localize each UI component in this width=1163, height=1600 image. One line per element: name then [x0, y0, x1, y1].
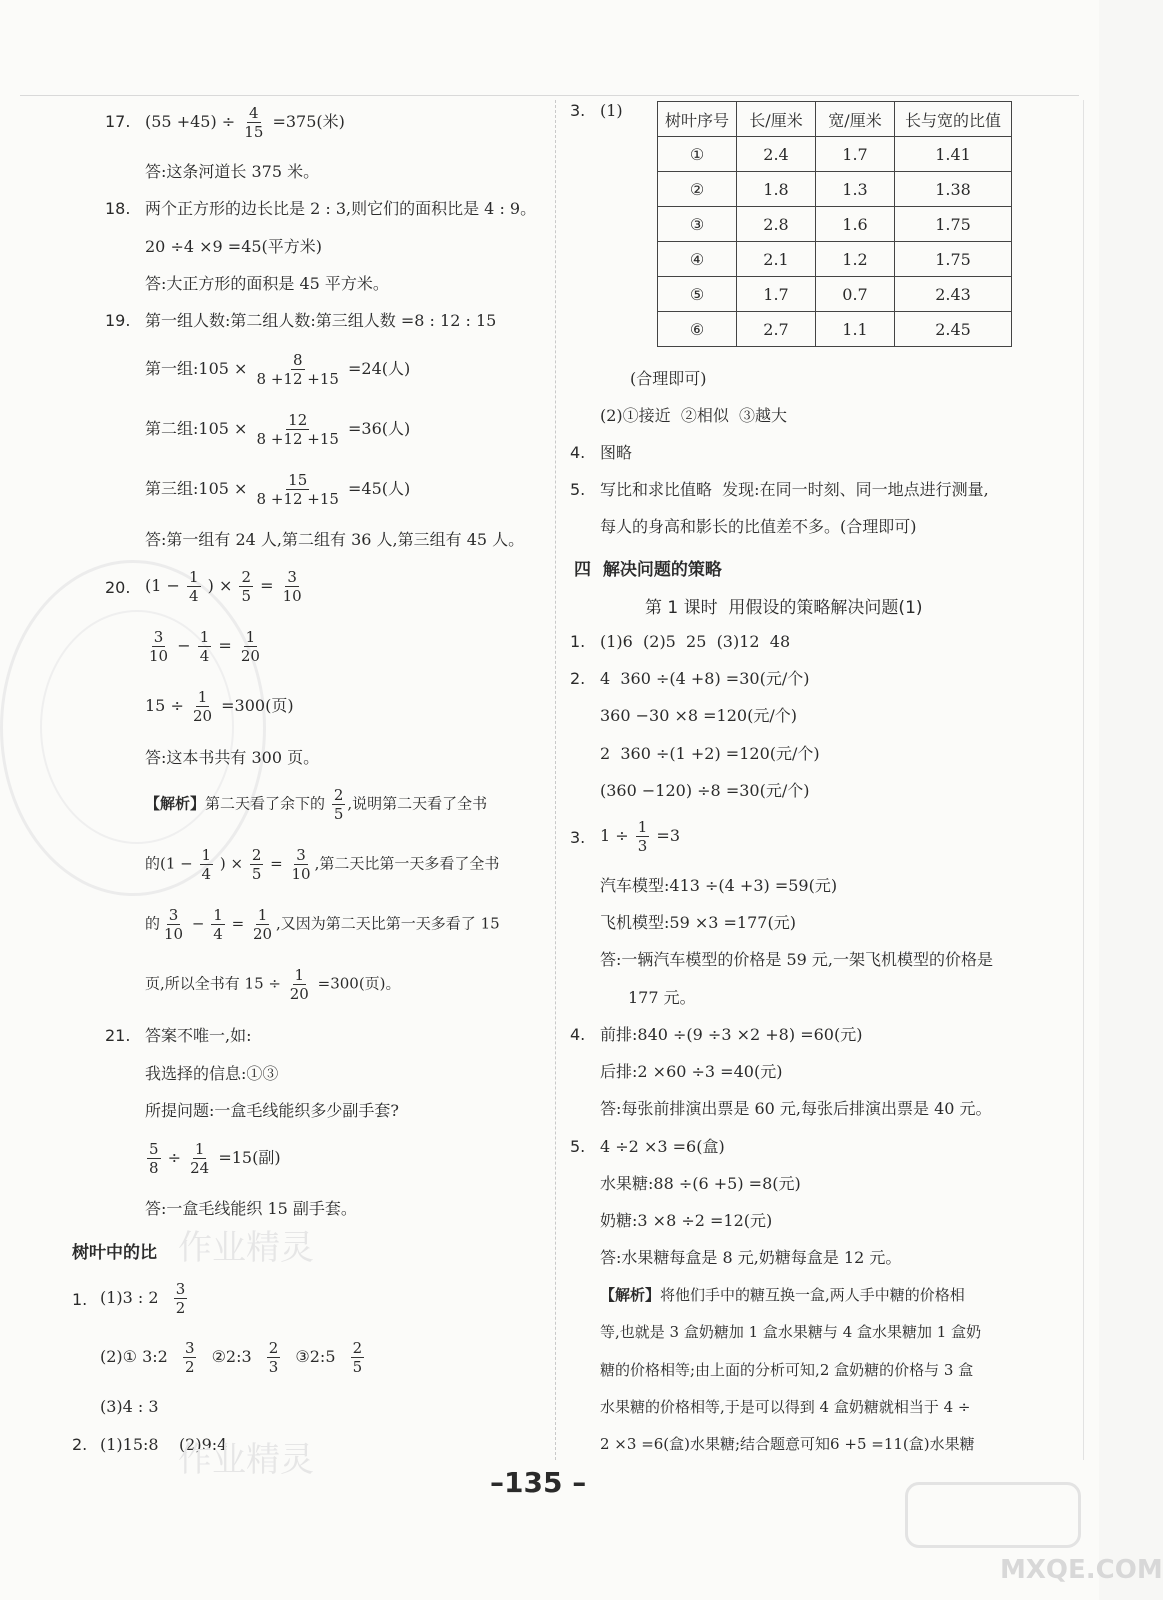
s2-number: 2. [72, 1435, 88, 1454]
q5-line1: 写比和求比值略 发现:在同一时刻、同一地点进行测量, [600, 480, 989, 499]
fraction-denominator: 15 [244, 123, 264, 141]
table-header-cell: 长与宽的比值 [895, 102, 1012, 137]
s2-line1: (1)15:8 (2)9:4 [100, 1435, 228, 1454]
p3-answer2: 177 元。 [628, 988, 696, 1007]
q20-jx3-a: 的 [145, 914, 161, 933]
q18-line1: 两个正方形的边长比是 2 : 3,则它们的面积比是 4 : 9。 [145, 199, 537, 218]
q20-jx3-b: − [191, 914, 205, 933]
q20-line1 [145, 568, 306, 605]
fraction-numerator: 2 [352, 1339, 363, 1357]
fraction-numerator: 1 [197, 688, 208, 706]
s1-l1-a: (1)3 : 2 [100, 1288, 159, 1307]
q20-jx4-frac [288, 966, 311, 1003]
table-cell: ② [658, 172, 737, 207]
s1-line3: (3)4 : 3 [100, 1397, 159, 1416]
q21-line3: 所提问题:一盒毛线能织多少副手套? [145, 1101, 399, 1120]
table-row [658, 277, 1012, 312]
p2-line1: 4 360 ÷(4 +8) =30(元/个) [600, 669, 810, 688]
s1-l2-frac2 [267, 1339, 281, 1376]
q19-g2-pre: 第二组:105 × [145, 419, 248, 438]
fraction-numerator: 12 [288, 411, 308, 429]
header-rule [20, 95, 1079, 96]
q3-number: 3. [570, 101, 586, 120]
table-cell: 2.8 [737, 207, 816, 242]
q19-g1-fraction [255, 351, 341, 388]
table-cell: ③ [658, 207, 737, 242]
fraction-denominator: 8 +12 +15 [256, 490, 339, 508]
s1-l1-frac [174, 1280, 188, 1317]
q3-line2: (2)①接近 ②相似 ③越大 [600, 406, 788, 425]
fraction-numerator: 2 [268, 1339, 279, 1357]
s1-number: 1. [72, 1290, 88, 1309]
fraction-denominator: 3 [637, 837, 648, 855]
fraction-denominator: 4 [201, 865, 212, 883]
q21-line4 [145, 1140, 281, 1177]
fraction-denominator: 5 [352, 1358, 363, 1376]
p5-analysis-line2: 等,也就是 3 盒奶糖加 1 盒水果糖与 4 盒水果糖加 1 盒奶 [600, 1323, 982, 1341]
table-header-row [658, 102, 1012, 137]
table-cell: ④ [658, 242, 737, 277]
site-logo-icon [905, 1482, 1081, 1548]
fraction-numerator: 4 [249, 104, 259, 122]
q19-g2-fraction [255, 411, 341, 448]
s1-l2-frac1 [183, 1339, 197, 1376]
s1-l2-c: ③2:5 [295, 1347, 336, 1366]
fraction-denominator: 8 [149, 1159, 159, 1177]
fraction-denominator: 8 +12 +15 [256, 430, 339, 448]
q20-analysis-line3 [145, 906, 500, 943]
q20-l2-frac2 [198, 628, 212, 665]
q3-note: (合理即可) [630, 369, 707, 388]
q19-group1 [145, 351, 410, 388]
fraction-numerator: 3 [168, 906, 179, 924]
q20-analysis-line4 [145, 966, 401, 1003]
p5-analysis-line4: 水果糖的价格相等,于是可以得到 4 盒奶糖就相当于 4 ÷ [600, 1398, 971, 1416]
q20-number: 20. [105, 578, 131, 597]
fraction-denominator: 5 [333, 805, 344, 823]
q5-line2: 每人的身高和影长的比值差不多。(合理即可) [600, 517, 917, 536]
table-cell: 1.7 [816, 137, 895, 172]
q20-l2-frac3 [239, 628, 262, 665]
leaf-ratio-table [657, 101, 1012, 347]
q19-g1-pre: 第一组:105 × [145, 359, 248, 378]
watermark-text: 作业精灵 [178, 1228, 314, 1268]
table-header-cell: 宽/厘米 [816, 102, 895, 137]
q21-frac2 [188, 1140, 211, 1177]
table-cell: 1.41 [895, 137, 1012, 172]
q20-jx2-frac1 [200, 846, 214, 883]
q20-jx1-a: 第二天看了余下的 [205, 794, 326, 813]
table-cell: 1.38 [895, 172, 1012, 207]
p5-line3: 奶糖:3 ×8 ÷2 =12(元) [600, 1211, 773, 1230]
p3-answer1: 答:一辆汽车模型的价格是 59 元,一架飞机模型的价格是 [600, 950, 994, 969]
p5-line1: 4 ÷2 ×3 =6(盒) [600, 1137, 725, 1156]
fraction-numerator: 1 [189, 568, 199, 586]
fraction-denominator: 5 [241, 587, 252, 605]
column-divider [555, 100, 556, 1460]
lesson-title: 第 1 课时 用假设的策略解决问题(1) [645, 598, 923, 618]
p5-analysis-line3: 糖的价格相等;由上面的分析可知,2 盒奶糖的价格与 3 盒 [600, 1361, 974, 1379]
fraction-denominator: 20 [289, 985, 309, 1003]
s1-line2 [100, 1339, 374, 1376]
page-number-value: 135 [504, 1466, 563, 1499]
s1-line1 [100, 1280, 189, 1317]
fraction-numerator: 8 [292, 351, 303, 369]
q20-jx4-a: 页,所以全书有 15 ÷ [145, 974, 281, 993]
p3-number: 3. [570, 828, 586, 847]
q20-l2-frac1 [147, 628, 170, 665]
fraction-denominator: 20 [252, 925, 273, 943]
fraction-denominator: 10 [282, 587, 302, 605]
fraction-numerator: 1 [245, 628, 256, 646]
p3-l1-a: 1 ÷ [600, 826, 629, 845]
fraction-numerator: 3 [153, 628, 164, 646]
q20-jx2-b: ) × [219, 854, 244, 873]
q20-jx3-frac2 [211, 906, 225, 943]
fraction-denominator: 2 [184, 1358, 195, 1376]
table-cell: ⑤ [658, 277, 737, 312]
q20-jx2-frac2 [250, 846, 264, 883]
q19-g1-post: =24(人) [348, 359, 411, 378]
table-cell: 2.1 [737, 242, 816, 277]
fraction-numerator: 3 [287, 568, 297, 586]
q21-frac1 [147, 1140, 161, 1177]
analysis-tag: 【解析】 [600, 1286, 661, 1304]
analysis-tag: 【解析】 [145, 794, 206, 813]
q21-line1: 答案不唯一,如: [145, 1026, 252, 1045]
fraction-denominator: 4 [189, 587, 199, 605]
table-row [658, 137, 1012, 172]
p5-number: 5. [570, 1137, 586, 1156]
q19-g3-pre: 第三组:105 × [145, 479, 248, 498]
p2-number: 2. [570, 669, 586, 688]
fraction-denominator: 10 [149, 647, 169, 665]
fraction-numerator: 3 [184, 1339, 195, 1357]
q20-jx3-d: ,又因为第二天比第一天多看了 15 [276, 914, 500, 933]
q4-text: 图略 [600, 443, 633, 462]
table-cell: 1.8 [737, 172, 816, 207]
q20-line2 [145, 628, 264, 665]
q20-l1-frac2 [239, 568, 253, 605]
q20-analysis-line2 [145, 846, 499, 883]
fraction-numerator: 1 [637, 818, 648, 836]
q20-l3-frac [191, 688, 214, 725]
fraction-numerator: 3 [296, 846, 306, 864]
q3-label: (1) [600, 101, 623, 120]
p3-frac [636, 818, 650, 855]
fraction-numerator: 1 [199, 628, 210, 646]
fraction-numerator: 5 [149, 1140, 159, 1158]
q19-answer: 答:第一组有 24 人,第二组有 36 人,第三组有 45 人。 [145, 530, 525, 549]
q18-number: 18. [105, 199, 131, 218]
fraction-denominator: 20 [192, 707, 213, 725]
p5-analysis-line1 [600, 1285, 965, 1305]
table-cell: 1.7 [737, 277, 816, 312]
q20-jx1-frac [332, 786, 346, 823]
q4-number: 4. [570, 443, 586, 462]
fraction-numerator: 1 [294, 966, 305, 984]
q20-l3-b: =300(页) [221, 696, 294, 715]
p3-line3: 飞机模型:59 ×3 =177(元) [600, 913, 796, 932]
q21-l4-b: =15(副) [218, 1148, 281, 1167]
table-cell: 1.75 [895, 207, 1012, 242]
q20-l3-a: 15 ÷ [145, 696, 184, 715]
q21-l4-a: ÷ [167, 1148, 182, 1167]
q19-g3-post: =45(人) [348, 479, 411, 498]
table-cell: 1.2 [816, 242, 895, 277]
table-cell: 0.7 [816, 277, 895, 312]
q19-group2 [145, 411, 410, 448]
table-row [658, 172, 1012, 207]
table-row [658, 312, 1012, 347]
fraction-denominator: 4 [199, 647, 210, 665]
q17-fraction [242, 104, 265, 141]
fraction-numerator: 1 [194, 1140, 205, 1158]
p5-jx1: 将他们手中的糖互换一盒,两人手中糖的价格相 [660, 1286, 965, 1304]
table-cell: 2.43 [895, 277, 1012, 312]
fraction-numerator: 2 [251, 846, 262, 864]
q21-answer: 答:一盒毛线能织 15 副手套。 [145, 1199, 357, 1218]
fraction-denominator: 3 [268, 1358, 279, 1376]
fraction-numerator: 2 [333, 786, 344, 804]
q17-expression [145, 104, 345, 141]
table-cell: 1.75 [895, 242, 1012, 277]
page-edge [1083, 100, 1084, 1460]
q19-g2-post: =36(人) [348, 419, 411, 438]
q19-line1: 第一组人数:第二组人数:第三组人数 =8 : 12 : 15 [145, 311, 497, 330]
q20-jx3-frac1 [162, 906, 185, 943]
q5-number: 5. [570, 480, 586, 499]
q20-l1-frac3 [281, 568, 304, 605]
table-header-cell: 长/厘米 [737, 102, 816, 137]
q20-jx4-b: =300(页)。 [317, 974, 401, 993]
table-cell: 2.45 [895, 312, 1012, 347]
fraction-denominator: 24 [190, 1159, 210, 1177]
fraction-denominator: 5 [251, 865, 262, 883]
fraction-numerator: 2 [241, 568, 252, 586]
q20-l1-b: ) × [207, 576, 233, 595]
q19-number: 19. [105, 311, 131, 330]
p5-line2: 水果糖:88 ÷(6 +5) =8(元) [600, 1174, 801, 1193]
q20-l1-frac1 [187, 568, 201, 605]
section-title-strategy: 四 解决问题的策略 [574, 560, 722, 580]
p3-l1-b: =3 [656, 826, 680, 845]
p3-line2: 汽车模型:413 ÷(4 +3) =59(元) [600, 876, 838, 895]
fraction-numerator: 15 [288, 471, 308, 489]
table-row [658, 242, 1012, 277]
q20-jx1-b: ,说明第二天看了全书 [347, 794, 488, 813]
table-row [658, 207, 1012, 242]
q17-expr-a: (55 +45) ÷ [145, 112, 236, 131]
table-cell: 2.7 [737, 312, 816, 347]
q20-jx2-d: ,第二天比第一天多看了全书 [314, 854, 500, 873]
p4-line2: 后排:2 ×60 ÷3 =40(元) [600, 1062, 783, 1081]
fraction-denominator: 10 [291, 865, 311, 883]
q20-l2-a: − [177, 636, 191, 655]
p2-line3: 2 360 ÷(1 +2) =120(元/个) [600, 744, 820, 763]
p1-number: 1. [570, 632, 586, 651]
table-cell: 2.4 [737, 137, 816, 172]
s1-l2-a: (2)① 3:2 [100, 1347, 168, 1366]
fraction-numerator: 3 [175, 1280, 186, 1298]
fraction-denominator: 2 [175, 1299, 186, 1317]
q20-jx3-c: = [231, 914, 245, 933]
fraction-denominator: 4 [213, 925, 223, 943]
table-cell: ⑥ [658, 312, 737, 347]
s1-l2-frac3 [351, 1339, 365, 1376]
q20-jx2-a: 的(1 − [145, 854, 193, 873]
section-title-leaf-ratio: 树叶中的比 [72, 1243, 157, 1263]
q18-answer: 答:大正方形的面积是 45 平方米。 [145, 274, 389, 293]
fraction-numerator: 1 [201, 846, 212, 864]
q20-line3 [145, 688, 294, 725]
site-logo-text: MXQE.COM [1000, 1555, 1163, 1585]
fraction-numerator: 1 [213, 906, 223, 924]
p2-line4: (360 −120) ÷8 =30(元/个) [600, 781, 810, 800]
q20-l1-c: = [260, 576, 274, 595]
table-cell: 1.6 [816, 207, 895, 242]
q20-jx3-frac3 [251, 906, 274, 943]
q20-l2-b: = [218, 636, 232, 655]
s1-l2-b: ②2:3 [211, 1347, 252, 1366]
table-cell: ① [658, 137, 737, 172]
q20-l1-a: (1 − [145, 576, 180, 595]
q17-answer: 答:这条河道长 375 米。 [145, 162, 320, 181]
p3-line1 [600, 818, 680, 855]
fraction-numerator: 1 [257, 906, 268, 924]
q20-analysis-line1 [145, 786, 487, 823]
p1-text: (1)6 (2)5 25 (3)12 48 [600, 632, 791, 651]
table-cell: 1.3 [816, 172, 895, 207]
table-header-cell: 树叶序号 [658, 102, 737, 137]
p4-answer: 答:每张前排演出票是 60 元,每张后排演出票是 40 元。 [600, 1099, 992, 1118]
p5-answer: 答:水果糖每盒是 8 元,奶糖每盒是 12 元。 [600, 1248, 902, 1267]
page-number: –135 – [490, 1466, 587, 1499]
q20-jx2-c: = [270, 854, 283, 873]
watermark-text-2: 作业精灵 [178, 1440, 314, 1480]
p5-analysis-line5: 2 ×3 =6(盒)水果糖;结合题意可知6 +5 =11(盒)水果糖 [600, 1435, 975, 1453]
q18-line2: 20 ÷4 ×9 =45(平方米) [145, 237, 323, 256]
q21-number: 21. [105, 1026, 131, 1045]
p4-line1: 前排:840 ÷(9 ÷3 ×2 +8) =60(元) [600, 1025, 863, 1044]
fraction-denominator: 20 [240, 647, 260, 665]
q19-group3 [145, 471, 410, 508]
fraction-denominator: 8 +12 +15 [256, 370, 339, 388]
p2-line2: 360 −30 ×8 =120(元/个) [600, 706, 797, 725]
q17-number: 17. [105, 112, 131, 131]
p4-number: 4. [570, 1025, 586, 1044]
q21-line2: 我选择的信息:①③ [145, 1064, 279, 1083]
q17-expr-b: =375(米) [272, 112, 345, 131]
q20-answer: 答:这本书共有 300 页。 [145, 748, 320, 767]
q19-g3-fraction [255, 471, 341, 508]
q20-jx2-frac3 [290, 846, 313, 883]
fraction-denominator: 10 [164, 925, 184, 943]
table-cell: 1.1 [816, 312, 895, 347]
